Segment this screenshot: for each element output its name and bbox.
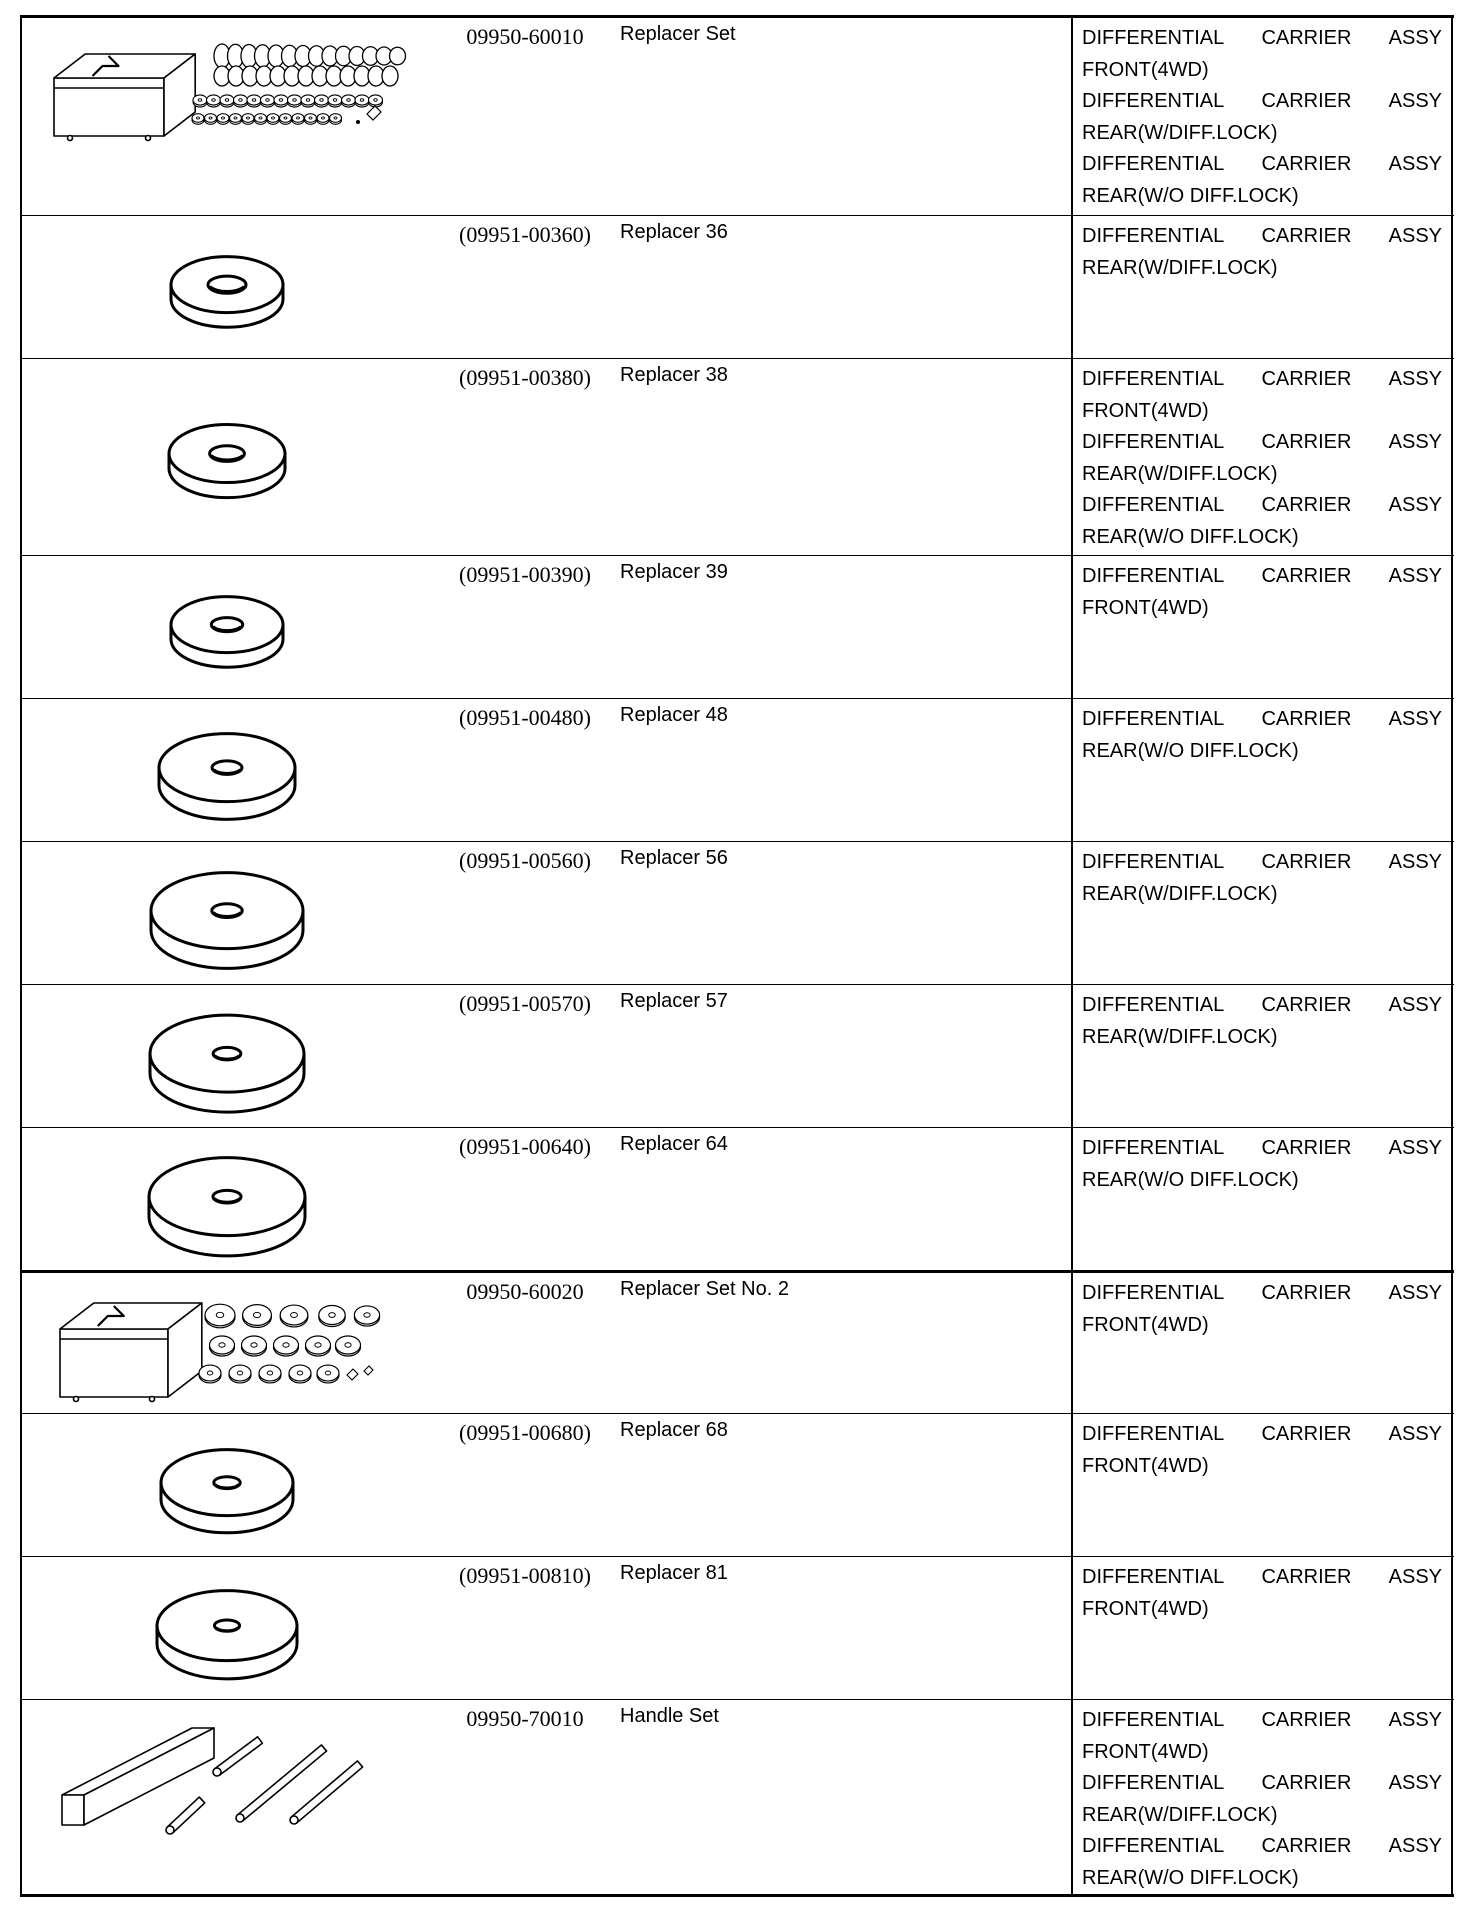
column-divider [1451, 1273, 1453, 1413]
replacer-disc-drawing [171, 597, 283, 668]
application-list [1082, 364, 1442, 553]
column-divider [1451, 842, 1453, 984]
tool-name: Replacer 81 [620, 1562, 728, 1584]
column-divider [1071, 1273, 1073, 1413]
application-word: DIFFERENTIAL [1082, 90, 1225, 112]
application-word: DIFFERENTIAL [1082, 1835, 1225, 1857]
tool-illustration [22, 18, 432, 215]
tool-illustration [22, 1557, 432, 1699]
column-divider [1071, 1700, 1073, 1897]
application-word: ASSY [1388, 1709, 1442, 1731]
application-variant: REAR(W/DIFF.LOCK) [1082, 256, 1278, 279]
application-item [1082, 1768, 1442, 1831]
application-word: CARRIER [1261, 851, 1352, 873]
part-number: (09951-00360) [459, 222, 591, 247]
application-list [1082, 990, 1442, 1053]
application-word: CARRIER [1261, 1423, 1352, 1445]
tool-name: Replacer 38 [620, 364, 728, 386]
application-word: CARRIER [1261, 565, 1352, 587]
application-item [1082, 1278, 1442, 1341]
application-word: DIFFERENTIAL [1082, 1772, 1225, 1794]
application-item [1082, 86, 1442, 149]
application-word: ASSY [1388, 851, 1442, 873]
tool-row [20, 358, 1454, 555]
replacer-disc-drawing [171, 257, 283, 328]
column-divider [1071, 18, 1073, 215]
application-word: ASSY [1388, 368, 1442, 390]
tool-row [20, 215, 1454, 358]
application-list [1082, 704, 1442, 767]
column-divider [1451, 1414, 1453, 1556]
application-word: CARRIER [1261, 27, 1352, 49]
application-list [1082, 23, 1442, 212]
column-divider [1071, 1557, 1073, 1699]
tool-illustration [22, 216, 432, 358]
application-word: ASSY [1388, 1282, 1442, 1304]
application-word: DIFFERENTIAL [1082, 368, 1225, 390]
column-divider [1071, 699, 1073, 841]
application-word: CARRIER [1261, 1566, 1352, 1588]
application-variant: REAR(W/O DIFF.LOCK) [1082, 1866, 1299, 1889]
application-word: CARRIER [1261, 708, 1352, 730]
application-variant: FRONT(4WD) [1082, 1740, 1209, 1763]
replacer-disc-drawing [159, 734, 295, 820]
application-item [1082, 1831, 1442, 1894]
column-divider [1451, 18, 1453, 215]
tool-name: Replacer Set No. 2 [620, 1278, 789, 1300]
application-item [1082, 1133, 1442, 1196]
application-word: CARRIER [1261, 1835, 1352, 1857]
special-service-tools-table [20, 15, 1454, 1897]
application-word: ASSY [1388, 1566, 1442, 1588]
application-variant: REAR(W/O DIFF.LOCK) [1082, 1168, 1299, 1191]
replacer-disc-drawing [157, 1591, 297, 1679]
application-variant: FRONT(4WD) [1082, 1313, 1209, 1336]
part-number: (09951-00570) [459, 991, 591, 1016]
column-divider [1071, 556, 1073, 698]
replacer-disc-drawing [169, 425, 285, 498]
application-item [1082, 490, 1442, 553]
application-item [1082, 561, 1442, 624]
application-item [1082, 990, 1442, 1053]
application-variant: REAR(W/DIFF.LOCK) [1082, 121, 1278, 144]
handle-set-drawing [62, 1728, 363, 1834]
column-divider [1451, 556, 1453, 698]
application-word: CARRIER [1261, 153, 1352, 175]
application-word: DIFFERENTIAL [1082, 431, 1225, 453]
application-word: ASSY [1388, 494, 1442, 516]
part-number: 09950-60010 [466, 24, 584, 49]
application-variant: REAR(W/O DIFF.LOCK) [1082, 184, 1299, 207]
application-list [1082, 1133, 1442, 1196]
application-list [1082, 561, 1442, 624]
tool-row [20, 1413, 1454, 1556]
application-item [1082, 149, 1442, 212]
application-word: ASSY [1388, 153, 1442, 175]
column-divider [1071, 216, 1073, 358]
application-variant: REAR(W/DIFF.LOCK) [1082, 1803, 1278, 1826]
application-word: DIFFERENTIAL [1082, 1566, 1225, 1588]
application-item [1082, 23, 1442, 86]
column-divider [1451, 1700, 1453, 1897]
application-word: ASSY [1388, 1423, 1442, 1445]
application-word: DIFFERENTIAL [1082, 27, 1225, 49]
application-item [1082, 704, 1442, 767]
tool-name: Replacer 48 [620, 704, 728, 726]
application-word: CARRIER [1261, 1137, 1352, 1159]
application-word: ASSY [1388, 27, 1442, 49]
application-word: DIFFERENTIAL [1082, 565, 1225, 587]
application-variant: REAR(W/O DIFF.LOCK) [1082, 739, 1299, 762]
application-word: DIFFERENTIAL [1082, 1282, 1225, 1304]
column-divider [1071, 1128, 1073, 1270]
application-variant: REAR(W/DIFF.LOCK) [1082, 882, 1278, 905]
application-word: DIFFERENTIAL [1082, 851, 1225, 873]
column-divider [1451, 1557, 1453, 1699]
application-item [1082, 364, 1442, 427]
tool-row [20, 1270, 1454, 1413]
tool-row [20, 1556, 1454, 1699]
application-word: CARRIER [1261, 368, 1352, 390]
application-item [1082, 221, 1442, 284]
application-word: DIFFERENTIAL [1082, 708, 1225, 730]
replacer-disc-drawing [150, 1015, 304, 1112]
application-variant: FRONT(4WD) [1082, 58, 1209, 81]
part-number: (09951-00380) [459, 365, 591, 390]
column-divider [1451, 699, 1453, 841]
application-variant: FRONT(4WD) [1082, 399, 1209, 422]
application-word: CARRIER [1261, 225, 1352, 247]
application-list [1082, 1278, 1442, 1341]
replacer-discs-drawing [192, 44, 406, 124]
application-item [1082, 847, 1442, 910]
application-list [1082, 1562, 1442, 1625]
tool-row [20, 18, 1454, 215]
tool-illustration [22, 1414, 432, 1556]
application-list [1082, 221, 1442, 284]
application-item [1082, 1562, 1442, 1625]
application-word: CARRIER [1261, 1709, 1352, 1731]
tool-illustration [22, 985, 432, 1127]
part-number: (09951-00390) [459, 562, 591, 587]
application-list [1082, 1419, 1442, 1482]
application-variant: FRONT(4WD) [1082, 596, 1209, 619]
tool-illustration [22, 1273, 432, 1413]
application-word: ASSY [1388, 565, 1442, 587]
application-variant: FRONT(4WD) [1082, 1454, 1209, 1477]
application-word: CARRIER [1261, 431, 1352, 453]
tool-illustration [22, 1128, 432, 1270]
tool-name: Replacer 57 [620, 990, 728, 1012]
tool-illustration [22, 556, 432, 698]
application-word: CARRIER [1261, 1282, 1352, 1304]
application-list [1082, 847, 1442, 910]
application-word: ASSY [1388, 431, 1442, 453]
tool-name: Replacer 39 [620, 561, 728, 583]
part-number: (09951-00810) [459, 1563, 591, 1588]
part-number: (09951-00480) [459, 705, 591, 730]
column-divider [1451, 985, 1453, 1127]
application-word: CARRIER [1261, 90, 1352, 112]
replacer-disc-drawing [149, 1158, 305, 1256]
application-word: CARRIER [1261, 994, 1352, 1016]
tool-illustration [22, 699, 432, 841]
application-word: DIFFERENTIAL [1082, 994, 1225, 1016]
application-variant: REAR(W/DIFF.LOCK) [1082, 462, 1278, 485]
application-word: ASSY [1388, 1772, 1442, 1794]
tool-row [20, 984, 1454, 1127]
column-divider [1451, 359, 1453, 555]
part-number: (09951-00640) [459, 1134, 591, 1159]
part-number: 09950-70010 [466, 1706, 584, 1731]
column-divider [1451, 1128, 1453, 1270]
application-variant: REAR(W/DIFF.LOCK) [1082, 1025, 1278, 1048]
replacer-disc-drawing [161, 1450, 293, 1533]
column-divider [1071, 985, 1073, 1127]
application-item [1082, 1419, 1442, 1482]
application-word: ASSY [1388, 994, 1442, 1016]
tool-illustration [22, 1700, 432, 1897]
application-word: DIFFERENTIAL [1082, 1423, 1225, 1445]
application-word: CARRIER [1261, 1772, 1352, 1794]
tool-name: Replacer 36 [620, 221, 728, 243]
tool-name: Replacer 64 [620, 1133, 728, 1155]
tool-row [20, 1127, 1454, 1270]
tool-row [20, 698, 1454, 841]
application-word: DIFFERENTIAL [1082, 1137, 1225, 1159]
part-number: 09950-60020 [466, 1279, 584, 1304]
application-word: ASSY [1388, 1835, 1442, 1857]
tool-name: Handle Set [620, 1705, 719, 1727]
application-word: DIFFERENTIAL [1082, 1709, 1225, 1731]
application-item [1082, 427, 1442, 490]
replacer-discs-drawing [199, 1304, 380, 1383]
tool-case-drawing [60, 1303, 202, 1402]
application-variant: REAR(W/O DIFF.LOCK) [1082, 525, 1299, 548]
application-variant: FRONT(4WD) [1082, 1597, 1209, 1620]
application-word: DIFFERENTIAL [1082, 494, 1225, 516]
tool-row [20, 841, 1454, 984]
application-word: ASSY [1388, 225, 1442, 247]
application-word: ASSY [1388, 708, 1442, 730]
tool-row [20, 555, 1454, 698]
replacer-disc-drawing [151, 873, 303, 969]
application-word: ASSY [1388, 1137, 1442, 1159]
tool-name: Replacer 68 [620, 1419, 728, 1441]
tool-illustration [22, 842, 432, 984]
column-divider [1071, 842, 1073, 984]
column-divider [1071, 359, 1073, 555]
application-word: DIFFERENTIAL [1082, 225, 1225, 247]
tool-case-drawing [54, 54, 195, 141]
application-item [1082, 1705, 1442, 1768]
tool-row [20, 1699, 1454, 1897]
application-word: CARRIER [1261, 494, 1352, 516]
column-divider [1451, 216, 1453, 358]
part-number: (09951-00680) [459, 1420, 591, 1445]
application-word: DIFFERENTIAL [1082, 153, 1225, 175]
tool-name: Replacer Set [620, 23, 736, 45]
part-number: (09951-00560) [459, 848, 591, 873]
application-list [1082, 1705, 1442, 1894]
tool-name: Replacer 56 [620, 847, 728, 869]
column-divider [1071, 1414, 1073, 1556]
tool-illustration [22, 359, 432, 555]
application-word: ASSY [1388, 90, 1442, 112]
